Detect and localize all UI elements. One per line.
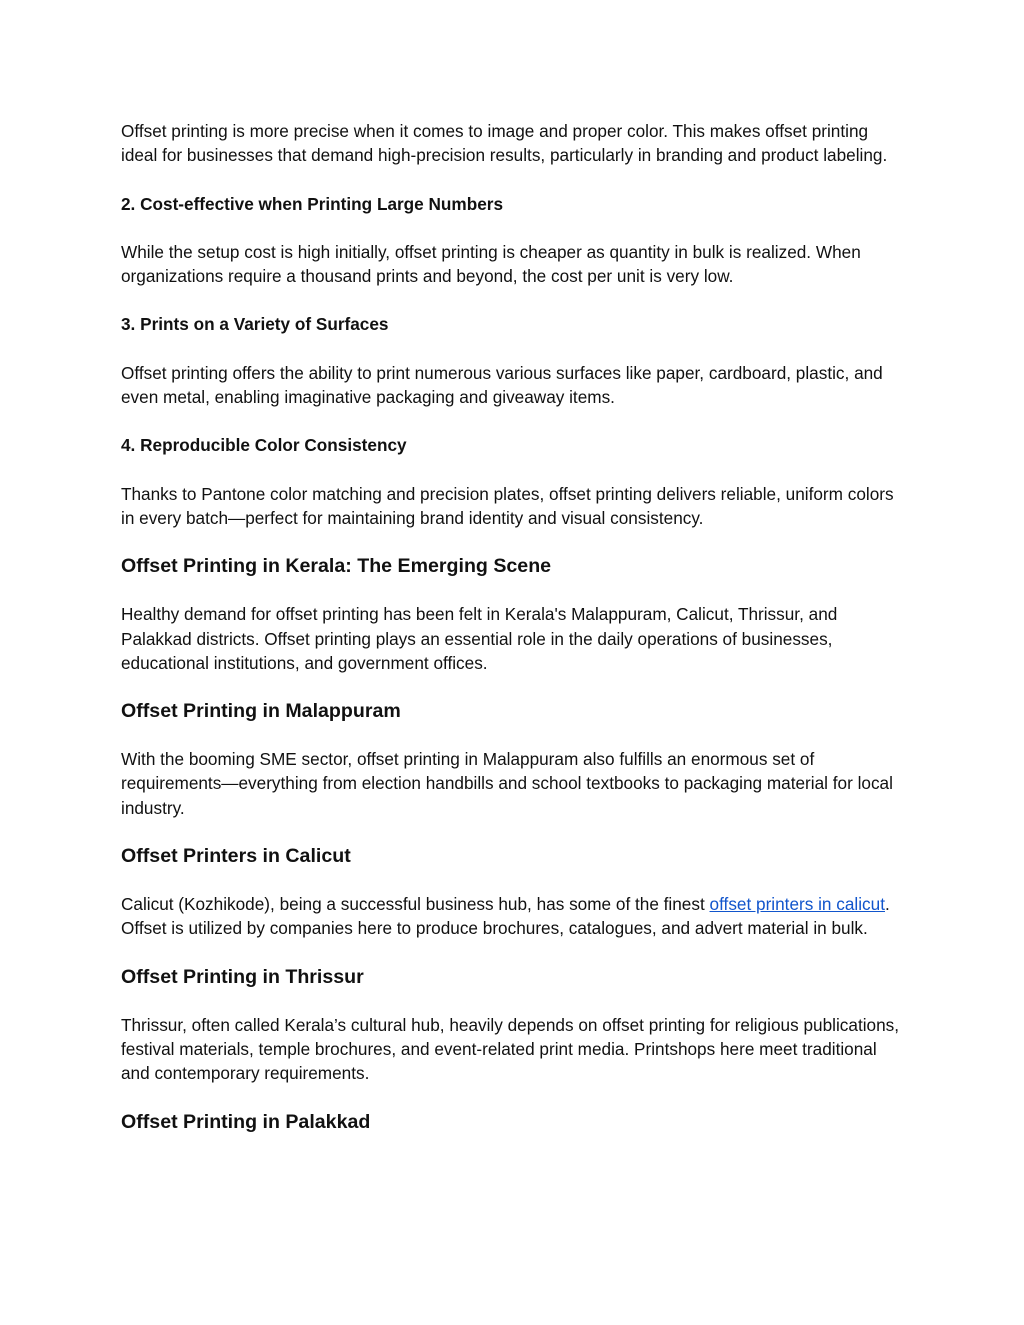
heading-kerala: Offset Printing in Kerala: The Emerging Scene [121,555,552,578]
paragraph-calicut [121,892,904,941]
heading-cost-effective: 2. Cost-effective when Printing Large Numbers [121,193,504,214]
calicut-text-after: . Offset is utilized by companies here to produce brochures, catalogues, and advert material in bulk. [121,894,890,939]
heading-thrissur: Offset Printing in Thrissur [121,965,364,988]
intro-paragraph: Offset printing is more precise when it comes to image and proper color. This makes offset printing ideal for businesses that demand high-precision results, particularly in branding and product labeling. [121,121,888,166]
calicut-text-before: Calicut (Kozhikode), being a successful business hub, has some of the finest [121,894,710,915]
paragraph-thrissur: Thrissur, often called Kerala’s cultural hub, heavily depends on offset printing for religious publications, festival materials, temple brochures, and event-related print media. Printshops here meet traditional and contemporary requirements. [121,1014,900,1084]
paragraph-surfaces: Offset printing offers the ability to print numerous various surfaces like paper, cardboard, plastic, and even metal, enabling imaginative packaging and giveaway items. [121,362,883,408]
paragraph-cost-effective: While the setup cost is high initially, offset printing is cheaper as quantity in bulk is realized. When organizations require a thousand prints and beyond, the cost per unit is very low. [121,241,861,287]
heading-color-consistency: 4. Reproducible Color Consistency [121,435,407,456]
offset-printers-calicut-link[interactable]: offset printers in calicut [709,894,885,915]
heading-surfaces: 3. Prints on a Variety of Surfaces [121,314,389,335]
paragraph-malappuram: With the booming SME sector, offset printing in Malappuram also fulfills an enormous set of requirements—everything from election handbills and school textbooks to packaging material for local industry. [121,749,893,818]
heading-palakkad: Offset Printing in Palakkad [121,1110,371,1133]
paragraph-kerala: Healthy demand for offset printing has been felt in Kerala's Malappuram, Calicut, Thrissur, and Palakkad districts. Offset printing plays an essential role in the daily operations of businesses, educational institutions, and government offices. [121,604,838,673]
heading-malappuram: Offset Printing in Malappuram [121,700,401,723]
paragraph-color-consistency: Thanks to Pantone color matching and precision plates, offset printing delivers reliable, uniform colors in every batch—perfect for maintaining brand identity and visual consistency. [121,483,894,528]
heading-calicut: Offset Printers in Calicut [121,845,351,868]
